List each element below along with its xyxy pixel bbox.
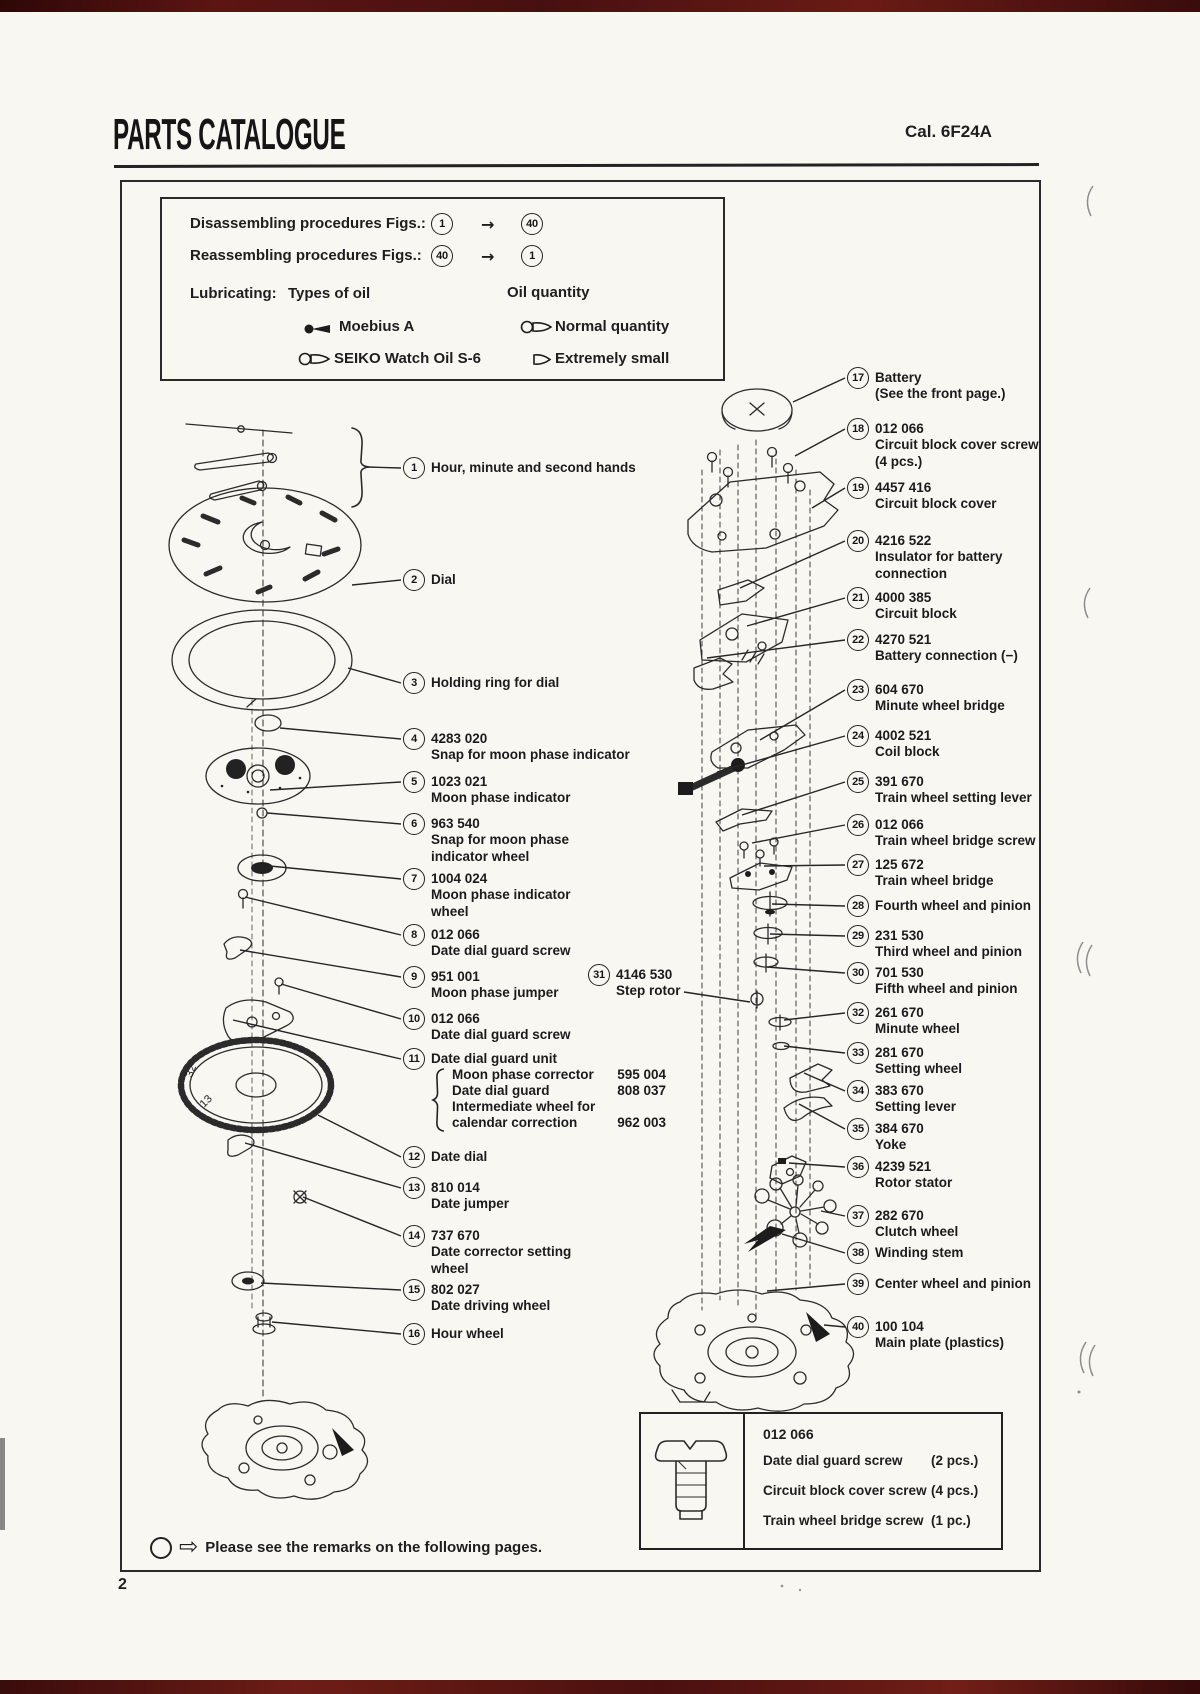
leader-line bbox=[764, 865, 845, 866]
callout-number-badge: 4 bbox=[403, 728, 425, 750]
screw-name: Train wheel bridge screw bbox=[763, 1513, 924, 1528]
leader-line bbox=[368, 467, 401, 468]
screw-qty: (1 pc.) bbox=[931, 1513, 971, 1528]
callout-number-badge: 34 bbox=[847, 1080, 869, 1102]
part-name: Hour wheel bbox=[431, 1325, 504, 1341]
remark-text: Please see the remarks on the following pages. bbox=[205, 1539, 543, 1556]
part-name: (See the front page.) bbox=[875, 386, 1006, 401]
part-name: indicator wheel bbox=[431, 848, 530, 864]
callout-number-badge: 1 bbox=[403, 457, 425, 479]
right-assembly bbox=[654, 389, 854, 1411]
leader-line bbox=[272, 1322, 401, 1334]
callout-number-badge: 5 bbox=[403, 771, 425, 793]
leader-line bbox=[303, 1197, 401, 1236]
part-name: Center wheel and pinion bbox=[875, 1275, 1032, 1291]
callout-number-badge: 36 bbox=[847, 1156, 869, 1178]
callout-number-badge: 26 bbox=[847, 814, 869, 836]
callout-number-badge: 8 bbox=[403, 924, 425, 946]
leader-line bbox=[267, 813, 401, 824]
caliber-label: Cal. 6F24A bbox=[905, 122, 992, 141]
part-number: 802 027 bbox=[431, 1281, 480, 1297]
callout-number-badge: 30 bbox=[847, 962, 869, 984]
white-arrow-icon: ⇨ bbox=[179, 1534, 199, 1560]
callout-number-badge: 37 bbox=[847, 1205, 869, 1227]
part-name: Setting wheel bbox=[875, 1061, 963, 1076]
reassembling-label: Reassembling procedures Figs.: bbox=[190, 247, 422, 264]
part-name: connection bbox=[875, 565, 948, 581]
callout-number-badge: 10 bbox=[403, 1008, 425, 1030]
leader-line bbox=[280, 728, 401, 739]
leader-line bbox=[352, 580, 401, 585]
callout-number-badge: 2 bbox=[403, 569, 425, 591]
leader-line bbox=[318, 1115, 401, 1157]
callout-number-badge: 28 bbox=[847, 895, 869, 917]
leader-line bbox=[684, 992, 750, 1002]
callout-number-badge: 39 bbox=[847, 1273, 869, 1295]
callout-number-badge: 27 bbox=[847, 854, 869, 876]
part-number: 261 670 bbox=[875, 1004, 924, 1020]
disassembling-label: Disassembling procedures Figs.: bbox=[190, 215, 426, 232]
callout-number-badge: 29 bbox=[847, 925, 869, 947]
oil-quantity-name: Extremely small bbox=[555, 350, 670, 367]
part-name: Third wheel and pinion bbox=[875, 944, 1022, 959]
leader-line bbox=[270, 866, 401, 879]
oil-type-name: SEIKO Watch Oil S-6 bbox=[334, 350, 481, 367]
part-name: Moon phase jumper bbox=[431, 985, 559, 1000]
callout-number-badge: 17 bbox=[847, 367, 869, 389]
callout-number-badge: 32 bbox=[847, 1002, 869, 1024]
part-number: 951 001 bbox=[431, 968, 480, 984]
leader-line bbox=[812, 488, 845, 508]
part-number: 4457 416 bbox=[875, 479, 932, 495]
callout-number-badge: 33 bbox=[847, 1042, 869, 1064]
part-name: Step rotor bbox=[616, 983, 681, 998]
part-number: 383 670 bbox=[875, 1082, 924, 1098]
callout-number-badge: 19 bbox=[847, 477, 869, 499]
arrow-right-icon: → bbox=[481, 215, 495, 234]
part-name: Rotor stator bbox=[875, 1175, 953, 1190]
part-name: Yoke bbox=[875, 1137, 907, 1152]
callout-number-badge: 23 bbox=[847, 679, 869, 701]
table-row bbox=[763, 1453, 993, 1468]
callout-number-badge: 7 bbox=[403, 868, 425, 890]
part-number: 701 530 bbox=[875, 964, 924, 980]
leader-line bbox=[782, 1234, 845, 1253]
leader-line bbox=[784, 1013, 845, 1020]
part-name: Winding stem bbox=[875, 1244, 964, 1260]
table-row bbox=[763, 1483, 993, 1498]
callout-number-badge: 9 bbox=[403, 966, 425, 988]
fig-circle-start: 1 bbox=[431, 213, 453, 235]
fig-circle-end: 1 bbox=[521, 245, 543, 267]
leader-line bbox=[767, 1284, 845, 1291]
sub-part-number: 595 004 bbox=[617, 1067, 666, 1082]
part-name: Date jumper bbox=[431, 1196, 510, 1211]
leader-line bbox=[824, 1325, 845, 1327]
oil-quantity-header: Oil quantity bbox=[507, 284, 590, 301]
screw-name: Circuit block cover screw bbox=[763, 1483, 927, 1498]
screw-name: Date dial guard screw bbox=[763, 1453, 903, 1468]
brace-glyph bbox=[352, 428, 369, 507]
callout-number-badge: 35 bbox=[847, 1118, 869, 1140]
screw-qty: (4 pcs.) bbox=[931, 1483, 979, 1498]
part-name: Main plate (plastics) bbox=[875, 1335, 1005, 1350]
callout-number-badge: 21 bbox=[847, 587, 869, 609]
part-number: 4146 530 bbox=[616, 966, 673, 982]
leader-line bbox=[270, 782, 401, 790]
part-name: Date dial guard unit bbox=[431, 1050, 558, 1066]
part-name: Snap for moon phase bbox=[431, 832, 570, 847]
part-number: 4216 522 bbox=[875, 532, 932, 548]
types-of-oil-header: Types of oil bbox=[288, 285, 371, 302]
callout-number-badge: 6 bbox=[403, 813, 425, 835]
fig-circle-start: 40 bbox=[431, 245, 453, 267]
part-name: Minute wheel bridge bbox=[875, 698, 1005, 713]
part-name: (4 pcs.) bbox=[875, 453, 923, 469]
part-name: wheel bbox=[431, 1260, 469, 1276]
part-number: 012 066 bbox=[875, 420, 924, 436]
table-row bbox=[763, 1513, 993, 1528]
callout-number-badge: 20 bbox=[847, 530, 869, 552]
leader-line bbox=[240, 950, 401, 977]
part-name: Train wheel bridge bbox=[875, 873, 994, 888]
part-name: Date dial bbox=[431, 1148, 488, 1164]
part-number: 1004 024 bbox=[431, 870, 488, 886]
part-number: 282 670 bbox=[875, 1207, 924, 1223]
part-number: 737 670 bbox=[431, 1227, 480, 1243]
remark-row bbox=[150, 1536, 542, 1559]
callout-number-badge: 12 bbox=[403, 1146, 425, 1168]
screw-drawing bbox=[641, 1414, 745, 1548]
callout-number-badge: 31 bbox=[588, 964, 610, 986]
part-number: 391 670 bbox=[875, 773, 924, 789]
oil-quantity-name: Normal quantity bbox=[555, 318, 670, 335]
callout-number-badge: 18 bbox=[847, 418, 869, 440]
oil-type-name: Moebius A bbox=[339, 318, 415, 335]
part-name: Train wheel setting lever bbox=[875, 790, 1032, 805]
part-name: Circuit block cover bbox=[875, 496, 997, 511]
leader-line bbox=[752, 825, 845, 843]
leader-line bbox=[789, 1163, 845, 1167]
date-dial-digits: 13 bbox=[197, 1092, 215, 1111]
part-name: Date dial guard screw bbox=[431, 943, 571, 958]
callout-number-badge: 40 bbox=[847, 1316, 869, 1338]
part-number: 384 670 bbox=[875, 1120, 924, 1136]
part-name: Fifth wheel and pinion bbox=[875, 981, 1018, 996]
leader-line bbox=[772, 904, 845, 906]
screw-qty: (2 pcs.) bbox=[931, 1453, 979, 1468]
part-number: 012 066 bbox=[875, 816, 924, 832]
part-name: Circuit block cover screw bbox=[875, 437, 1039, 452]
part-number: 125 672 bbox=[875, 856, 924, 872]
part-name: Circuit block bbox=[875, 606, 957, 621]
part-name: Insulator for battery bbox=[875, 549, 1003, 564]
part-name: Snap for moon phase indicator bbox=[431, 747, 630, 762]
lubricating-label: Lubricating: bbox=[190, 285, 277, 302]
part-name: Fourth wheel and pinion bbox=[875, 897, 1031, 913]
leader-line bbox=[747, 598, 845, 626]
part-number: 4239 521 bbox=[875, 1158, 932, 1174]
leader-lines bbox=[233, 378, 845, 1334]
part-name: Clutch wheel bbox=[875, 1224, 959, 1239]
callout-number-badge: 11 bbox=[403, 1048, 425, 1070]
part-name: Battery connection (−) bbox=[875, 648, 1018, 663]
callout-number-badge: 15 bbox=[403, 1279, 425, 1301]
sub-part-name: Moon phase corrector bbox=[452, 1067, 594, 1082]
sub-part-name: Intermediate wheel for bbox=[452, 1099, 596, 1114]
part-number: 100 104 bbox=[875, 1318, 924, 1334]
callout-number-badge: 24 bbox=[847, 725, 869, 747]
part-number: 1023 021 bbox=[431, 773, 488, 789]
sub-part-name: Date dial guard bbox=[452, 1083, 550, 1098]
fig-circle-end: 40 bbox=[521, 213, 543, 235]
callout-number-badge: 16 bbox=[403, 1323, 425, 1345]
part-name: Minute wheel bbox=[875, 1021, 960, 1036]
part-name: Holding ring for dial bbox=[431, 674, 560, 690]
part-number: 963 540 bbox=[431, 815, 480, 831]
part-number: 231 530 bbox=[875, 927, 924, 943]
callout-number-badge: 14 bbox=[403, 1225, 425, 1247]
circle-symbol-icon bbox=[150, 1537, 172, 1559]
part-name: Coil block bbox=[875, 744, 940, 759]
arrow-right-icon: → bbox=[481, 247, 495, 266]
sub-part-number: 962 003 bbox=[617, 1115, 666, 1130]
part-name: Battery bbox=[875, 369, 922, 385]
leader-line bbox=[245, 1143, 401, 1188]
part-name: Date dial guard screw bbox=[431, 1027, 571, 1042]
page-number: 2 bbox=[118, 1576, 127, 1593]
callout-number-badge: 22 bbox=[847, 629, 869, 651]
left-assembly bbox=[169, 424, 369, 1499]
sub-part-number: 808 037 bbox=[617, 1083, 666, 1098]
leader-line bbox=[261, 1283, 401, 1290]
part-name: Dial bbox=[431, 571, 456, 587]
page-title: PARTS CATALOGUE bbox=[113, 110, 346, 159]
leader-line bbox=[742, 782, 845, 815]
leader-line bbox=[245, 897, 401, 935]
part-name: Train wheel bridge screw bbox=[875, 833, 1036, 848]
screw-spec-table bbox=[639, 1412, 1003, 1550]
leader-line bbox=[793, 378, 845, 402]
part-name: Hour, minute and second hands bbox=[431, 459, 636, 475]
date-dial-digits: 32 bbox=[183, 1063, 200, 1080]
leader-line bbox=[767, 967, 845, 973]
part-number: 604 670 bbox=[875, 681, 924, 697]
callout-number-badge: 3 bbox=[403, 672, 425, 694]
part-name: Moon phase indicator bbox=[431, 790, 571, 805]
callout-number-badge: 38 bbox=[847, 1242, 869, 1264]
part-name: wheel bbox=[431, 903, 469, 919]
part-number: 012 066 bbox=[431, 926, 480, 942]
part-number: 4270 521 bbox=[875, 631, 932, 647]
leader-line bbox=[348, 668, 401, 683]
part-name: Setting lever bbox=[875, 1099, 957, 1114]
part-number: 4283 020 bbox=[431, 730, 488, 746]
part-name: Date driving wheel bbox=[431, 1298, 551, 1313]
scan-artifacts bbox=[781, 186, 1095, 1591]
part-number: 810 014 bbox=[431, 1179, 480, 1195]
part-number: 4000 385 bbox=[875, 589, 932, 605]
part-name: Moon phase indicator bbox=[431, 887, 571, 902]
screw-part-number: 012 066 bbox=[763, 1426, 814, 1442]
leader-line bbox=[281, 984, 401, 1019]
part-name: Date corrector setting bbox=[431, 1244, 572, 1259]
leader-line bbox=[717, 736, 845, 772]
part-number: 281 670 bbox=[875, 1044, 924, 1060]
sub-part-name: calendar correction bbox=[452, 1115, 578, 1130]
callout-number-badge: 13 bbox=[403, 1177, 425, 1199]
leader-line bbox=[784, 1046, 845, 1053]
part-number: 4002 521 bbox=[875, 727, 932, 743]
leader-line bbox=[795, 429, 845, 456]
callout-number-badge: 25 bbox=[847, 771, 869, 793]
part-number: 012 066 bbox=[431, 1010, 480, 1026]
